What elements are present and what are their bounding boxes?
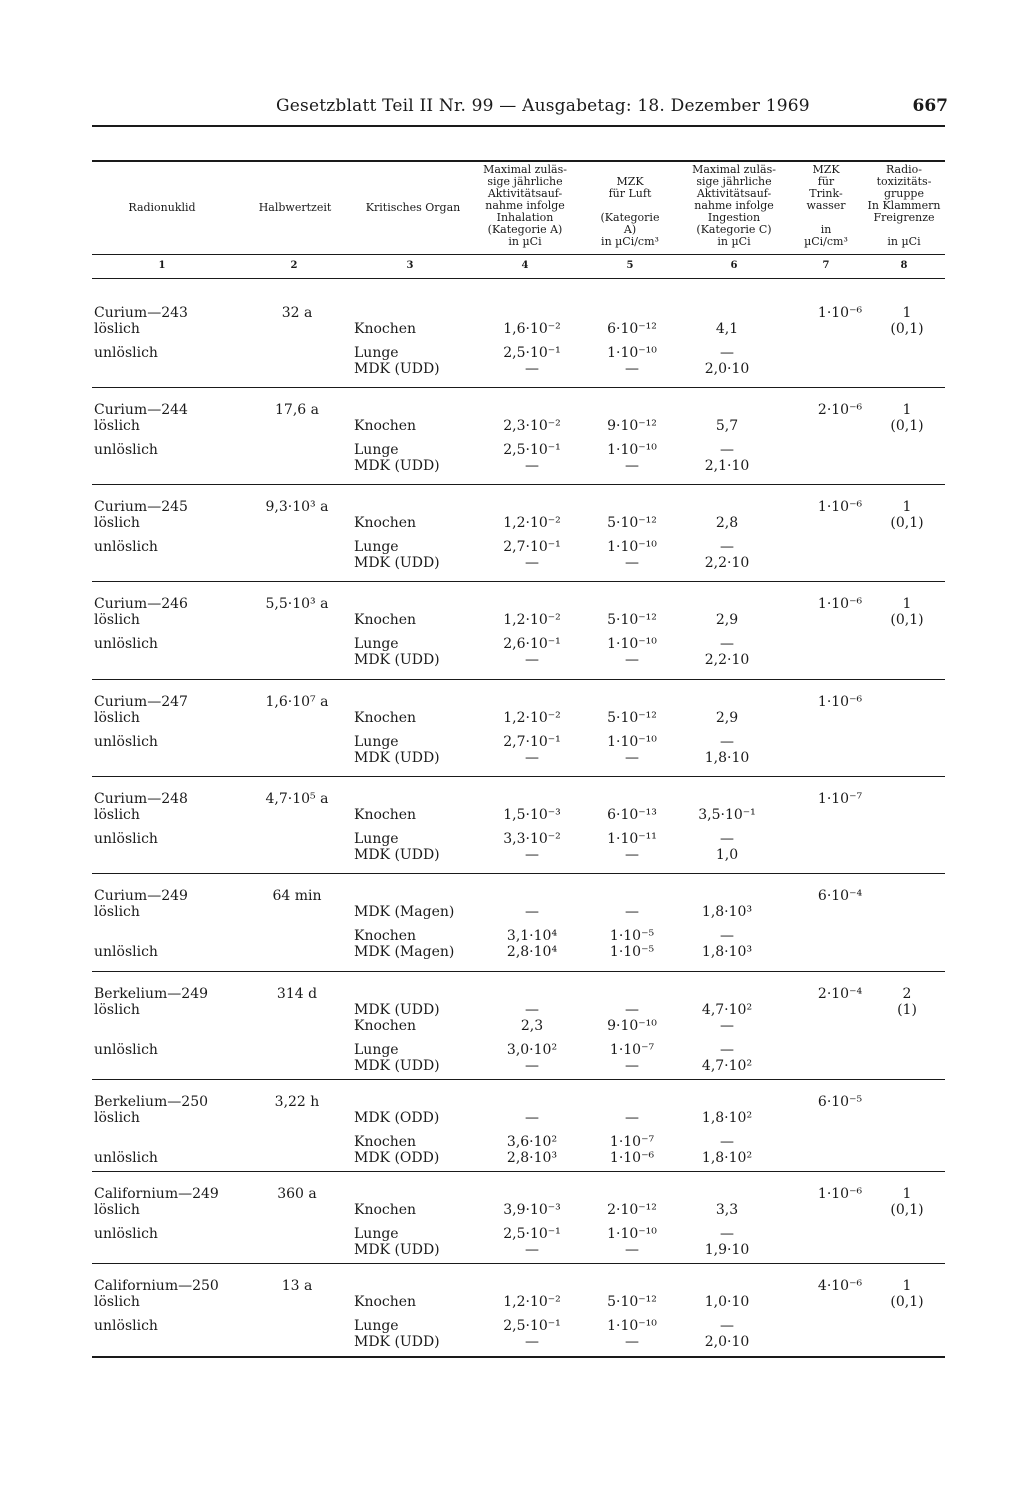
solubility-label: löslich xyxy=(94,1110,140,1126)
ingestion-value: — xyxy=(720,734,734,750)
col-head-inhalation: Maximal zuläs- sige jährliche Aktivitätsauf- nahme infolge Inhalation (Kategorie A) in µCi xyxy=(483,163,567,248)
solubility-label: unlöslich xyxy=(94,539,158,555)
inhalation-value: 3,0·10² xyxy=(506,1042,558,1058)
mzk-water: 4·10⁻⁶ xyxy=(817,1278,863,1294)
ingestion-value: 2,0·10 xyxy=(704,1334,750,1350)
inhalation-value: 2,8·10³ xyxy=(506,1150,558,1166)
table-top-rule xyxy=(92,160,945,162)
inhalation-value: — xyxy=(525,361,539,377)
nuclide-group xyxy=(92,305,948,395)
critical-organ: MDK (ODD) xyxy=(354,1110,440,1126)
inhalation-value: 1,2·10⁻² xyxy=(503,1294,561,1310)
col-head-ingestion: Maximal zuläs- sige jährliche Aktivitätsauf- nahme infolge Ingestion (Kategorie C) in µCi xyxy=(692,163,776,248)
air-mzk-value: 6·10⁻¹³ xyxy=(607,807,657,823)
group-divider xyxy=(92,581,945,582)
nuclide-name: Californium—249 xyxy=(94,1186,219,1202)
ingestion-value: 1,8·10² xyxy=(701,1110,753,1126)
ingestion-value: — xyxy=(720,928,734,944)
critical-organ: Knochen xyxy=(354,1294,417,1310)
toxicity-group: 1 xyxy=(902,1278,912,1294)
half-life: 64 min xyxy=(272,888,322,904)
air-mzk-value: — xyxy=(625,1002,639,1018)
nuclide-name: Curium—247 xyxy=(94,694,188,710)
ingestion-value: — xyxy=(720,636,734,652)
air-mzk-value: 9·10⁻¹² xyxy=(607,418,657,434)
air-mzk-value: 1·10⁻¹⁰ xyxy=(607,1226,657,1242)
inhalation-value: — xyxy=(525,1058,539,1074)
air-mzk-value: — xyxy=(625,1058,639,1074)
free-limit: (0,1) xyxy=(890,418,924,434)
group-divider xyxy=(92,776,945,777)
inhalation-value: 2,5·10⁻¹ xyxy=(503,442,561,458)
air-mzk-value: — xyxy=(625,750,639,766)
solubility-label: löslich xyxy=(94,807,140,823)
col-head-halbwertzeit: Halbwertzeit xyxy=(258,201,332,214)
nuclide-group xyxy=(92,791,948,881)
ingestion-value: — xyxy=(720,1134,734,1150)
inhalation-value: 2,5·10⁻¹ xyxy=(503,1318,561,1334)
critical-organ: Knochen xyxy=(354,418,417,434)
free-limit: (0,1) xyxy=(890,1202,924,1218)
ingestion-value: 1,0 xyxy=(715,847,739,863)
group-divider xyxy=(92,387,945,388)
nuclide-name: Berkelium—250 xyxy=(94,1094,209,1110)
nuclide-name: Curium—248 xyxy=(94,791,188,807)
solubility-label: löslich xyxy=(94,904,140,920)
page-number: 667 xyxy=(912,96,948,116)
half-life: 360 a xyxy=(277,1186,317,1202)
col-number: 1 xyxy=(158,260,166,271)
solubility-label: unlöslich xyxy=(94,636,158,652)
solubility-label: löslich xyxy=(94,1002,140,1018)
col-number: 5 xyxy=(626,260,634,271)
table-bottom-rule xyxy=(92,1356,945,1358)
critical-organ: Knochen xyxy=(354,1018,417,1034)
air-mzk-value: — xyxy=(625,904,639,920)
air-mzk-value: 1·10⁻¹⁰ xyxy=(607,636,657,652)
free-limit: (0,1) xyxy=(890,321,924,337)
col-number: 6 xyxy=(730,260,738,271)
critical-organ: MDK (UDD) xyxy=(354,847,440,863)
col-number: 2 xyxy=(290,260,298,271)
mzk-water: 6·10⁻⁴ xyxy=(817,888,863,904)
nuclide-group xyxy=(92,1094,948,1179)
ingestion-value: 1,9·10 xyxy=(704,1242,750,1258)
col-head-mzk-luft: MZK für Luft (Kategorie A) in µCi/cm³ xyxy=(600,175,660,248)
mzk-water: 1·10⁻⁶ xyxy=(817,596,863,612)
group-divider xyxy=(92,1263,945,1264)
ingestion-value: — xyxy=(720,539,734,555)
nuclide-group xyxy=(92,888,948,978)
nuclide-name: Curium—245 xyxy=(94,499,188,515)
inhalation-value: 1,2·10⁻² xyxy=(503,612,561,628)
air-mzk-value: 6·10⁻¹² xyxy=(607,321,657,337)
mzk-water: 1·10⁻⁶ xyxy=(817,499,863,515)
free-limit: (0,1) xyxy=(890,612,924,628)
free-limit: (0,1) xyxy=(890,515,924,531)
critical-organ: Knochen xyxy=(354,515,417,531)
solubility-label: löslich xyxy=(94,1202,140,1218)
air-mzk-value: — xyxy=(625,1110,639,1126)
critical-organ: MDK (UDD) xyxy=(354,1334,440,1350)
free-limit: (1) xyxy=(897,1002,917,1018)
inhalation-value: — xyxy=(525,750,539,766)
half-life: 5,5·10³ a xyxy=(265,596,329,612)
inhalation-value: — xyxy=(525,458,539,474)
inhalation-value: 2,3 xyxy=(520,1018,544,1034)
ingestion-value: 5,7 xyxy=(715,418,739,434)
critical-organ: MDK (UDD) xyxy=(354,1242,440,1258)
toxicity-group: 1 xyxy=(902,499,912,515)
col-number: 3 xyxy=(406,260,414,271)
column-number-rule xyxy=(92,278,945,279)
inhalation-value: — xyxy=(525,1110,539,1126)
solubility-label: unlöslich xyxy=(94,345,158,361)
mzk-water: 1·10⁻⁷ xyxy=(817,791,863,807)
solubility-label: unlöslich xyxy=(94,1318,158,1334)
solubility-label: löslich xyxy=(94,710,140,726)
col-head-mzk-trinkwasser: MZK für Trink- wasser in µCi/cm³ xyxy=(804,163,848,248)
ingestion-value: 3,5·10⁻¹ xyxy=(698,807,756,823)
inhalation-value: 1,5·10⁻³ xyxy=(503,807,561,823)
ingestion-value: — xyxy=(720,345,734,361)
nuclide-name: Curium—244 xyxy=(94,402,188,418)
critical-organ: MDK (UDD) xyxy=(354,1002,440,1018)
inhalation-value: 2,3·10⁻² xyxy=(503,418,561,434)
critical-organ: Lunge xyxy=(354,345,399,361)
inhalation-value: — xyxy=(525,652,539,668)
inhalation-value: 2,7·10⁻¹ xyxy=(503,734,561,750)
group-divider xyxy=(92,679,945,680)
air-mzk-value: 1·10⁻⁵ xyxy=(609,944,655,960)
ingestion-value: — xyxy=(720,831,734,847)
nuclide-group xyxy=(92,694,948,784)
inhalation-value: — xyxy=(525,555,539,571)
critical-organ: Knochen xyxy=(354,612,417,628)
ingestion-value: 4,1 xyxy=(715,321,739,337)
inhalation-value: — xyxy=(525,904,539,920)
ingestion-value: 2,2·10 xyxy=(704,652,750,668)
mzk-water: 1·10⁻⁶ xyxy=(817,694,863,710)
critical-organ: MDK (UDD) xyxy=(354,361,440,377)
nuclide-group xyxy=(92,986,948,1086)
critical-organ: Knochen xyxy=(354,710,417,726)
ingestion-value: 2,9 xyxy=(715,710,739,726)
air-mzk-value: 5·10⁻¹² xyxy=(607,612,657,628)
critical-organ: Knochen xyxy=(354,321,417,337)
nuclide-name: Curium—249 xyxy=(94,888,188,904)
critical-organ: MDK (UDD) xyxy=(354,555,440,571)
air-mzk-value: 1·10⁻¹⁰ xyxy=(607,539,657,555)
critical-organ: MDK (UDD) xyxy=(354,652,440,668)
mzk-water: 1·10⁻⁶ xyxy=(817,305,863,321)
critical-organ: Knochen xyxy=(354,1202,417,1218)
air-mzk-value: 1·10⁻¹⁰ xyxy=(607,345,657,361)
half-life: 17,6 a xyxy=(275,402,319,418)
nuclide-name: Curium—246 xyxy=(94,596,188,612)
solubility-label: unlöslich xyxy=(94,734,158,750)
critical-organ: MDK (UDD) xyxy=(354,1058,440,1074)
critical-organ: MDK (Magen) xyxy=(354,944,455,960)
nuclide-group xyxy=(92,1278,948,1368)
ingestion-value: 1,8·10³ xyxy=(701,944,753,960)
ingestion-value: 1,0·10 xyxy=(704,1294,750,1310)
group-divider xyxy=(92,873,945,874)
air-mzk-value: 1·10⁻¹⁰ xyxy=(607,442,657,458)
ingestion-value: 1,8·10² xyxy=(701,1150,753,1166)
toxicity-group: 1 xyxy=(902,1186,912,1202)
ingestion-value: — xyxy=(720,442,734,458)
header-title: Gesetzblatt Teil II Nr. 99 — Ausgabetag: 18. Dezember 1969 xyxy=(276,96,810,116)
inhalation-value: 1,2·10⁻² xyxy=(503,710,561,726)
nuclide-group xyxy=(92,596,948,686)
critical-organ: Lunge xyxy=(354,734,399,750)
inhalation-value: 2,7·10⁻¹ xyxy=(503,539,561,555)
group-divider xyxy=(92,1171,945,1172)
ingestion-value: — xyxy=(720,1318,734,1334)
air-mzk-value: 1·10⁻¹⁰ xyxy=(607,734,657,750)
solubility-label: unlöslich xyxy=(94,1042,158,1058)
solubility-label: löslich xyxy=(94,612,140,628)
air-mzk-value: 1·10⁻⁷ xyxy=(609,1042,655,1058)
air-mzk-value: — xyxy=(625,1334,639,1350)
ingestion-value: 2,1·10 xyxy=(704,458,750,474)
ingestion-value: 2,2·10 xyxy=(704,555,750,571)
page-header xyxy=(92,94,948,126)
ingestion-value: — xyxy=(720,1042,734,1058)
air-mzk-value: 1·10⁻¹¹ xyxy=(607,831,657,847)
toxicity-group: 1 xyxy=(902,596,912,612)
inhalation-value: 2,5·10⁻¹ xyxy=(503,345,561,361)
ingestion-value: 4,7·10² xyxy=(701,1058,753,1074)
inhalation-value: 3,6·10² xyxy=(506,1134,558,1150)
mzk-water: 1·10⁻⁶ xyxy=(817,1186,863,1202)
inhalation-value: 1,2·10⁻² xyxy=(503,515,561,531)
inhalation-value: — xyxy=(525,1002,539,1018)
critical-organ: Lunge xyxy=(354,1226,399,1242)
critical-organ: Lunge xyxy=(354,442,399,458)
col-number: 8 xyxy=(900,260,908,271)
inhalation-value: — xyxy=(525,1334,539,1350)
ingestion-value: 2,9 xyxy=(715,612,739,628)
solubility-label: löslich xyxy=(94,515,140,531)
critical-organ: Knochen xyxy=(354,928,417,944)
toxicity-group: 2 xyxy=(902,986,912,1002)
critical-organ: MDK (Magen) xyxy=(354,904,455,920)
ingestion-value: — xyxy=(720,1018,734,1034)
ingestion-value: 2,0·10 xyxy=(704,361,750,377)
half-life: 9,3·10³ a xyxy=(265,499,329,515)
solubility-label: unlöslich xyxy=(94,442,158,458)
critical-organ: Lunge xyxy=(354,1042,399,1058)
solubility-label: unlöslich xyxy=(94,1150,158,1166)
inhalation-value: 2,6·10⁻¹ xyxy=(503,636,561,652)
air-mzk-value: 1·10⁻¹⁰ xyxy=(607,1318,657,1334)
air-mzk-value: — xyxy=(625,652,639,668)
mzk-water: 6·10⁻⁵ xyxy=(817,1094,863,1110)
ingestion-value: 1,8·10 xyxy=(704,750,750,766)
toxicity-group: 1 xyxy=(902,402,912,418)
half-life: 4,7·10⁵ a xyxy=(265,791,329,807)
nuclide-group xyxy=(92,499,948,589)
air-mzk-value: — xyxy=(625,458,639,474)
solubility-label: unlöslich xyxy=(94,944,158,960)
nuclide-name: Californium—250 xyxy=(94,1278,219,1294)
ingestion-value: 2,8 xyxy=(715,515,739,531)
solubility-label: löslich xyxy=(94,1294,140,1310)
air-mzk-value: 5·10⁻¹² xyxy=(607,515,657,531)
air-mzk-value: 1·10⁻⁵ xyxy=(609,928,655,944)
air-mzk-value: 1·10⁻⁷ xyxy=(609,1134,655,1150)
half-life: 3,22 h xyxy=(274,1094,320,1110)
half-life: 32 a xyxy=(281,305,313,321)
free-limit: (0,1) xyxy=(890,1294,924,1310)
inhalation-value: 2,5·10⁻¹ xyxy=(503,1226,561,1242)
air-mzk-value: — xyxy=(625,555,639,571)
inhalation-value: 3,9·10⁻³ xyxy=(503,1202,561,1218)
air-mzk-value: 9·10⁻¹⁰ xyxy=(607,1018,657,1034)
critical-organ: Lunge xyxy=(354,831,399,847)
group-divider xyxy=(92,1079,945,1080)
critical-organ: MDK (UDD) xyxy=(354,458,440,474)
col-number: 7 xyxy=(822,260,830,271)
air-mzk-value: 5·10⁻¹² xyxy=(607,1294,657,1310)
ingestion-value: 4,7·10² xyxy=(701,1002,753,1018)
air-mzk-value: 1·10⁻⁶ xyxy=(609,1150,655,1166)
air-mzk-value: — xyxy=(625,847,639,863)
air-mzk-value: 2·10⁻¹² xyxy=(607,1202,657,1218)
ingestion-value: 3,3 xyxy=(715,1202,739,1218)
col-head-radiotoxizitaet: Radio- toxizitäts- gruppe In Klammern Freigrenze in µCi xyxy=(867,163,941,248)
air-mzk-value: — xyxy=(625,1242,639,1258)
group-divider xyxy=(92,484,945,485)
solubility-label: unlöslich xyxy=(94,1226,158,1242)
group-divider xyxy=(92,971,945,972)
inhalation-value: — xyxy=(525,1242,539,1258)
toxicity-group: 1 xyxy=(902,305,912,321)
header-rule xyxy=(92,125,945,127)
air-mzk-value: 5·10⁻¹² xyxy=(607,710,657,726)
col-head-radionuklid: Radionuklid xyxy=(128,201,196,214)
nuclide-name: Curium—243 xyxy=(94,305,188,321)
col-number: 4 xyxy=(521,260,529,271)
critical-organ: MDK (UDD) xyxy=(354,750,440,766)
critical-organ: Knochen xyxy=(354,1134,417,1150)
critical-organ: Knochen xyxy=(354,807,417,823)
mzk-water: 2·10⁻⁴ xyxy=(817,986,863,1002)
critical-organ: Lunge xyxy=(354,539,399,555)
critical-organ: MDK (ODD) xyxy=(354,1150,440,1166)
ingestion-value: 1,8·10³ xyxy=(701,904,753,920)
nuclide-name: Berkelium—249 xyxy=(94,986,209,1002)
mzk-water: 2·10⁻⁶ xyxy=(817,402,863,418)
inhalation-value: 3,3·10⁻² xyxy=(503,831,561,847)
half-life: 13 a xyxy=(281,1278,313,1294)
header-bottom-rule xyxy=(92,254,945,255)
col-head-kritisches-organ: Kritisches Organ xyxy=(365,201,461,214)
critical-organ: Lunge xyxy=(354,636,399,652)
inhalation-value: 3,1·10⁴ xyxy=(506,928,558,944)
inhalation-value: 1,6·10⁻² xyxy=(503,321,561,337)
air-mzk-value: — xyxy=(625,361,639,377)
solubility-label: löslich xyxy=(94,418,140,434)
critical-organ: Lunge xyxy=(354,1318,399,1334)
solubility-label: unlöslich xyxy=(94,831,158,847)
ingestion-value: — xyxy=(720,1226,734,1242)
inhalation-value: — xyxy=(525,847,539,863)
half-life: 314 d xyxy=(276,986,318,1002)
solubility-label: löslich xyxy=(94,321,140,337)
half-life: 1,6·10⁷ a xyxy=(265,694,329,710)
nuclide-group xyxy=(92,402,948,492)
inhalation-value: 2,8·10⁴ xyxy=(506,944,558,960)
